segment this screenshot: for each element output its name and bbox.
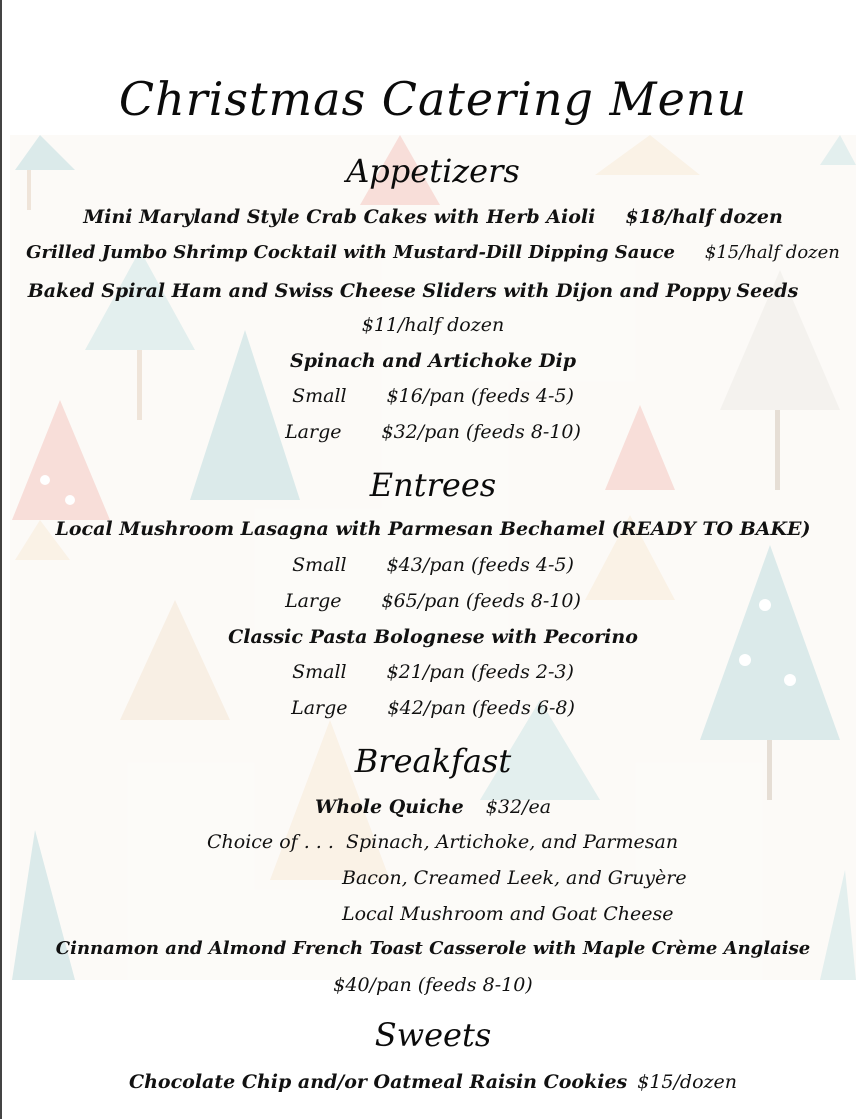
appetizer-spinach-dip: Spinach and Artichoke Dip	[289, 350, 577, 372]
size-price: $65/pan (feeds 8-10)	[381, 590, 581, 612]
size-label: Small	[292, 661, 347, 683]
quiche-choice-2: Bacon, Creamed Leek, and Gruyère	[342, 867, 687, 889]
size-price: $42/pan (feeds 6-8)	[387, 697, 575, 719]
choice-text: Spinach, Artichoke, and Parmesan	[345, 831, 679, 853]
size-label: Large	[285, 421, 342, 443]
entree-lasagna-large	[0, 590, 866, 612]
appetizer-spinach-dip-small	[0, 385, 866, 407]
item-name: Whole Quiche	[314, 796, 464, 818]
appetizer-shrimp-cocktail	[0, 242, 866, 263]
item-price: $18/half dozen	[625, 206, 783, 228]
size-label: Small	[292, 554, 347, 576]
menu-title: Christmas Catering Menu	[118, 72, 748, 126]
entree-bolognese-large	[0, 697, 866, 719]
size-price: $43/pan (feeds 4-5)	[386, 554, 574, 576]
item-price: $15/dozen	[637, 1071, 738, 1093]
appetizers-heading: Appetizers	[346, 152, 520, 190]
item-price: $15/half dozen	[704, 242, 840, 263]
entree-lasagna: Local Mushroom Lasagna with Parmesan Bechamel (READY TO BAKE)	[55, 518, 811, 540]
quiche-choice-1	[207, 831, 678, 853]
item-price: $32/ea	[485, 796, 552, 818]
size-label: Large	[285, 590, 342, 612]
appetizer-spinach-dip-large	[0, 421, 866, 443]
breakfast-quiche	[0, 796, 866, 818]
entree-lasagna-small	[0, 554, 866, 576]
quiche-choice-3: Local Mushroom and Goat Cheese	[342, 903, 674, 925]
sweets-heading: Sweets	[374, 1016, 492, 1054]
item-name: Mini Maryland Style Crab Cakes with Herb Aioli	[83, 206, 596, 228]
size-price: $21/pan (feeds 2-3)	[386, 661, 574, 683]
size-price: $32/pan (feeds 8-10)	[381, 421, 581, 443]
breakfast-french-toast-price: $40/pan (feeds 8-10)	[333, 974, 533, 996]
size-price: $16/pan (feeds 4-5)	[386, 385, 574, 407]
choice-prefix: Choice of . . .	[207, 831, 334, 853]
item-name: Grilled Jumbo Shrimp Cocktail with Mustard-Dill Dipping Sauce	[26, 242, 675, 263]
entree-bolognese: Classic Pasta Bolognese with Pecorino	[228, 626, 638, 648]
breakfast-french-toast: Cinnamon and Almond French Toast Casserole with Maple Crème Anglaise	[55, 938, 811, 959]
entree-bolognese-small	[0, 661, 866, 683]
breakfast-heading: Breakfast	[354, 742, 512, 780]
entrees-heading: Entrees	[369, 466, 497, 504]
appetizer-crab-cakes	[0, 206, 866, 228]
size-label: Small	[292, 385, 347, 407]
item-name: Chocolate Chip and/or Oatmeal Raisin Cookies	[128, 1071, 628, 1093]
sweets-cookies	[0, 1071, 866, 1093]
appetizer-ham-sliders-price: $11/half dozen	[361, 314, 505, 336]
appetizer-ham-sliders-name: Baked Spiral Ham and Swiss Cheese Sliders with Dijon and Poppy Seeds	[27, 280, 799, 302]
size-label: Large	[291, 697, 348, 719]
